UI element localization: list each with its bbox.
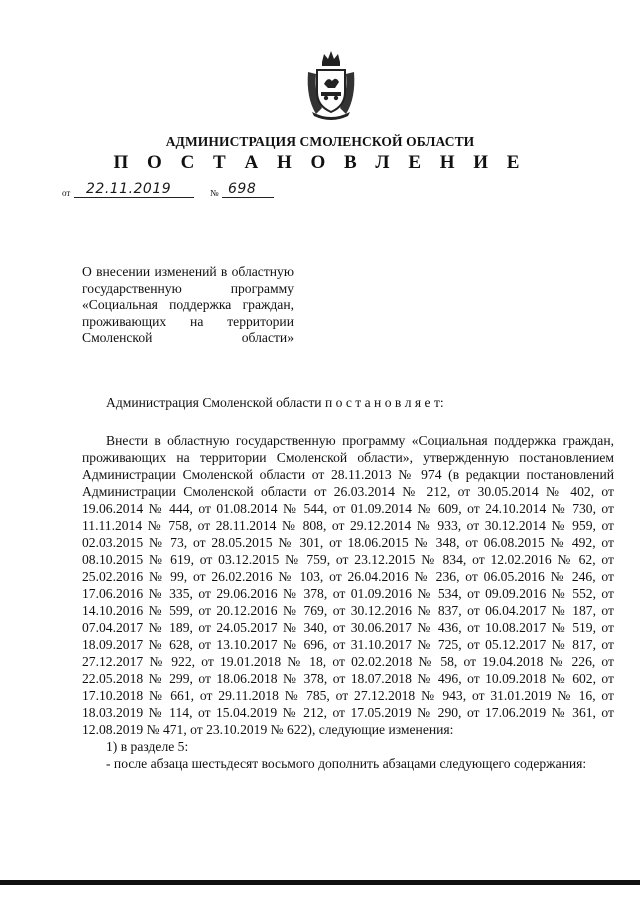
number-underline xyxy=(222,197,274,198)
resolution-intro: Администрация Смоленской области п о с т а н о в л я е т: xyxy=(106,395,444,410)
body-item-1: 1) в разделе 5: xyxy=(106,739,189,754)
document-type-title: П О С Т А Н О В Л Е Н И Е xyxy=(113,152,527,173)
organization-name: АДМИНИСТРАЦИЯ СМОЛЕНСКОЙ ОБЛАСТИ xyxy=(165,134,475,149)
date-label: от xyxy=(62,188,71,198)
number-value: 698 xyxy=(228,181,257,197)
document-body xyxy=(82,432,614,772)
date-number-line xyxy=(62,180,402,200)
date-underline xyxy=(74,197,194,198)
date-value: 22.11.2019 xyxy=(86,181,172,197)
bottom-rule xyxy=(0,880,640,885)
document-subject: О внесении изменений в областную государственную программу «Социальная поддержка граждан, проживающих на территории Смоленской области» xyxy=(82,264,294,345)
body-paragraph-1: Внести в областную государственную программу «Социальная поддержка граждан, проживающих на территории Смоленской области», утвержденную постановлением Администрации Смоленской области от 28.11.2013 № 974 (в редакции постановлений Администрации Смоленской области от 26.03.2014 № 212, от 30.05.2014 № 402, от 19.06.2014 № 444, от 01.08.2014 № 544, от 01.09.2014 № 609, от 24.10.2014 № 730, от 11.11.2014 № 758, от 28.11.2014 № 808, от 29.12.2014 № 933, от 30.12.2014 № 959, от 02.03.2015 № 73, от 28.05.2015 № 301, от 18.06.2015 № 348, от 06.08.2015 № 492, от 08.10.2015 № 619, от 03.12.2015 № 759, от 23.12.2015 № 834, от 12.02.2016 № 62, от 25.02.2016 № 99, от 26.02.2016 № 103, от 26.04.2016 № 236, от 06.05.2016 № 246, от 17.06.2016 № 335, от 29.06.2016 № 378, от 01.09.2016 № 534, от 09.09.2016 № 552, от 14.10.2016 № 599, от 20.12.2016 № 769, от 30.12.2016 № 837, от 06.04.2017 № 187, от 07.04.2017 № 189, от 24.05.2017 № 340, от 30.06.2017 № 436, от 10.08.2017 № 519, от 18.09.2017 № 628, от 13.10.2017 № 696, от 31.10.2017 № 725, от 05.12.2017 № 817, от 27.12.2017 № 922, от 19.01.2018 № 18, от 02.02.2018 № 58, от 19.04.2018 № 226, от 22.05.2018 № 299, от 18.06.2018 № 378, от 18.07.2018 № 496, от 10.09.2018 № 602, от 17.10.2018 № 661, от 29.11.2018 № 785, от 27.12.2018 № 943, от 31.01.2019 № 16, от 18.03.2019 № 114, от 15.04.2019 № 212, от 17.05.2019 № 290, от 17.06.2019 № 361, от 12.08.2019 № 471, от 23.10.2019 № 622), следующие изменения: xyxy=(82,433,614,737)
number-label: № xyxy=(210,188,219,198)
body-item-2: - после абзаца шестьдесят восьмого дополнить абзацами следующего содержания: xyxy=(106,756,587,771)
coat-of-arms-icon xyxy=(302,48,360,120)
